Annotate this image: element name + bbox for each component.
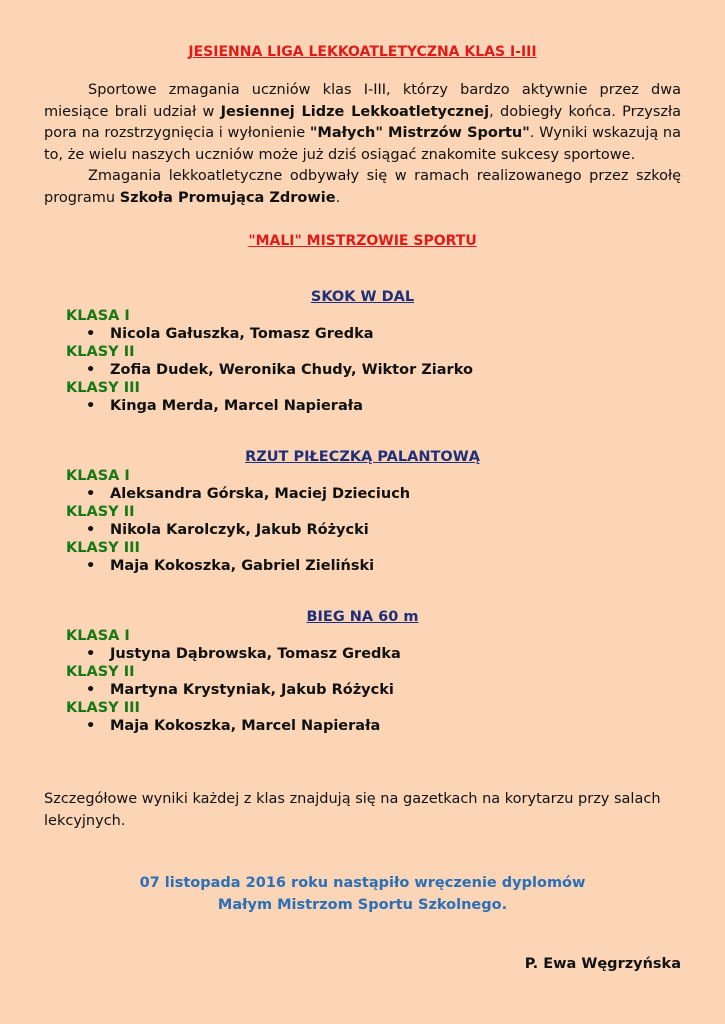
class-label: KLASY III [66,700,140,716]
event-groups [44,467,681,575]
event-title: SKOK W DAL [310,289,415,305]
winners-list [66,485,681,503]
bullet-icon: • [86,718,96,734]
bullet-icon: • [86,522,96,538]
event-title: BIEG NA 60 m [306,609,419,625]
winners-list [66,521,681,539]
list-item [66,645,681,663]
class-label: KLASY II [66,504,135,520]
intro-text: , dobiegły końca. Przyszła pora na rozstrzygnięcia i wyłonienie [44,103,681,141]
winner-names: Justyna Dąbrowska, Tomasz Gredka [110,646,401,662]
details-paragraph: Szczegółowe wyniki każdej z klas znajdują się na gazetkach na korytarzu przy salach lekcyjnych. [44,791,661,829]
class-label: KLASY III [66,540,140,556]
bullet-icon: • [86,398,96,414]
bullet-icon: • [86,486,96,502]
event-rzut-pileczka [44,447,681,575]
main-title: JESIENNA LIGA LEKKOATLETYCZNA KLAS I-III [188,44,537,60]
winner-names: Zofia Dudek, Weronika Chudy, Wiktor Ziarko [110,362,473,378]
class-label: KLASY II [66,664,135,680]
list-item [66,485,681,503]
winners-list [66,645,681,663]
bullet-icon: • [86,558,96,574]
ceremony-line-1: 07 listopada 2016 roku nastąpiło wręczenie dyplomów [139,875,586,891]
winner-names: Nicola Gałuszka, Tomasz Gredka [110,326,374,342]
intro-text: Sportowe zmagania uczniów klas I-III, którzy bardzo aktywnie przez dwa miesiące brali udział w [44,82,681,120]
class-label: KLASY II [66,344,135,360]
winners-list [66,325,681,343]
winner-names: Martyna Krystyniak, Jakub Różycki [110,682,394,698]
mali-mistrzowie-title: "MALI" MISTRZOWIE SPORTU [248,233,477,249]
list-item [66,717,681,735]
winner-names: Maja Kokoszka, Gabriel Zieliński [110,558,375,574]
list-item [66,521,681,539]
class-label: KLASY III [66,380,140,396]
bullet-icon: • [86,362,96,378]
event-skok-w-dal [44,287,681,415]
league-name: Jesiennej Lidze Lekkoatletycznej [220,103,490,120]
list-item [66,557,681,575]
event-bieg-60m [44,607,681,735]
winner-names: Nikola Karolczyk, Jakub Różycki [110,522,369,538]
list-item [66,397,681,415]
bullet-icon: • [86,682,96,698]
intro-text: . [335,189,341,206]
champions-name: "Małych" Mistrzów Sportu" [309,125,530,141]
list-item [66,361,681,379]
winner-names: Aleksandra Górska, Maciej Dzieciuch [110,486,411,502]
signature: P. Ewa Węgrzyńska [524,956,681,972]
ceremony-announcement [44,872,681,916]
winners-list [66,717,681,735]
list-item [66,681,681,699]
event-groups [44,627,681,735]
event-groups [44,307,681,415]
intro-paragraph-1 [44,80,681,166]
intro-section [44,80,681,209]
class-label: KLASA I [66,308,130,324]
class-label: KLASA I [66,468,130,484]
class-label: KLASA I [66,628,130,644]
document-page [44,44,681,972]
winners-list [66,681,681,699]
intro-paragraph-2 [44,166,681,209]
bullet-icon: • [86,646,96,662]
winners-list [66,397,681,415]
winner-names: Maja Kokoszka, Marcel Napierała [110,718,381,734]
intro-text: . Wyniki wskazują na to, że wielu naszych uczniów może już dziś osiągać znakomite sukcesy sportowe. [44,125,682,163]
ceremony-line-2: Małym Mistrzom Sportu Szkolnego. [217,897,508,913]
event-title: RZUT PIŁECZKĄ PALANTOWĄ [245,449,480,465]
list-item [66,325,681,343]
intro-text: Zmagania lekkoatletyczne odbywały się w ramach realizowanego przez szkołę programu [44,168,681,206]
winners-list [66,361,681,379]
bullet-icon: • [86,326,96,342]
program-name: Szkoła Promująca Zdrowie [119,189,336,206]
winners-list [66,557,681,575]
winner-names: Kinga Merda, Marcel Napierała [110,398,363,414]
